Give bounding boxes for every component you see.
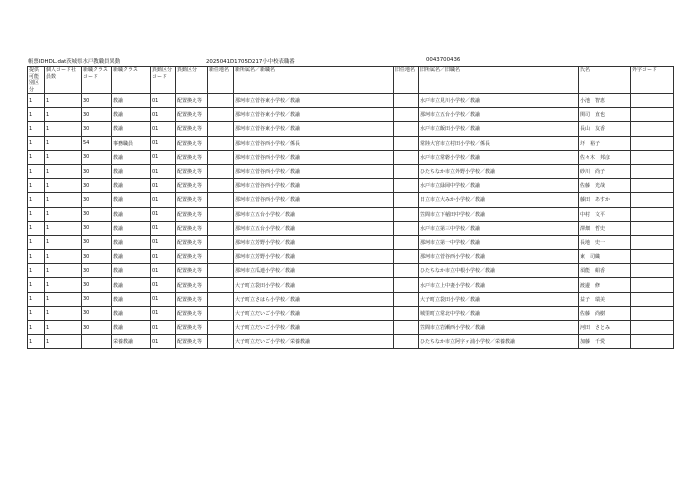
- table-cell: 01: [151, 250, 176, 264]
- header-row: [28, 67, 674, 94]
- table-cell: 1: [28, 193, 45, 207]
- table-row: [28, 108, 674, 122]
- table-cell: 配置換え等: [176, 264, 208, 278]
- table-cell: 1: [28, 136, 45, 150]
- table-cell: 1: [28, 335, 45, 349]
- table-row: [28, 264, 674, 278]
- table-cell: [631, 321, 674, 335]
- table-cell: 01: [151, 136, 176, 150]
- table-cell: [208, 321, 234, 335]
- table-cell: 配置換え等: [176, 292, 208, 306]
- table-cell: 1: [28, 150, 45, 164]
- table-cell: [631, 122, 674, 136]
- table-cell: [208, 94, 234, 108]
- table-cell: 水戸市立上中妻小学校／教諭: [419, 278, 579, 292]
- table-cell: 30: [82, 164, 112, 178]
- table-cell: 1: [28, 264, 45, 278]
- table-cell: 水戸市立飯田小学校／教諭: [419, 122, 579, 136]
- table-cell: [631, 179, 674, 193]
- column-header: 氏名: [579, 67, 631, 94]
- table-cell: 教諭: [112, 108, 151, 122]
- column-header: 旧任地名: [394, 67, 419, 94]
- table-cell: 渡邊 修: [579, 278, 631, 292]
- table-cell: 那珂市立菅谷西小学校／教諭: [234, 179, 394, 193]
- table-cell: 1: [45, 235, 82, 249]
- table-cell: 30: [82, 122, 112, 136]
- table-cell: 教諭: [112, 164, 151, 178]
- table-cell: 配置換え等: [176, 150, 208, 164]
- table-cell: [394, 193, 419, 207]
- table-cell: 水戸市立見川小学校／教諭: [419, 94, 579, 108]
- table-cell: 1: [45, 136, 82, 150]
- table-cell: 那珂市立菅谷東小学校／教諭: [234, 94, 394, 108]
- table-cell: 1: [28, 94, 45, 108]
- table-cell: 砂川 尚子: [579, 164, 631, 178]
- table-cell: 配置換え等: [176, 94, 208, 108]
- table-row: [28, 292, 674, 306]
- table-cell: 1: [45, 164, 82, 178]
- table-cell: [394, 94, 419, 108]
- table-cell: [208, 164, 234, 178]
- table-cell: 54: [82, 136, 112, 150]
- table-cell: 01: [151, 207, 176, 221]
- table-cell: 配置換え等: [176, 221, 208, 235]
- table-cell: [631, 150, 674, 164]
- table-cell: 益子 瑞美: [579, 292, 631, 306]
- column-header: 個人コード社員数: [45, 67, 82, 94]
- table-cell: [631, 306, 674, 320]
- table-cell: 1: [45, 150, 82, 164]
- table-cell: 教諭: [112, 207, 151, 221]
- table-cell: [394, 221, 419, 235]
- table-cell: 那珂市立瓜連小学校／教諭: [234, 264, 394, 278]
- table-row: [28, 250, 674, 264]
- table-cell: [394, 335, 419, 349]
- report-code: 2025041D1705D217小中校表職番: [206, 59, 295, 65]
- table-cell: [208, 207, 234, 221]
- table-cell: 01: [151, 321, 176, 335]
- table-cell: 藤田 あすか: [579, 193, 631, 207]
- table-cell: [394, 278, 419, 292]
- table-cell: 教諭: [112, 321, 151, 335]
- table-cell: 1: [28, 108, 45, 122]
- table-cell: 1: [45, 221, 82, 235]
- table-cell: 01: [151, 179, 176, 193]
- table-cell: 1: [28, 164, 45, 178]
- table-cell: 30: [82, 235, 112, 249]
- table-cell: [394, 164, 419, 178]
- table-cell: 30: [82, 292, 112, 306]
- table-cell: 教諭: [112, 122, 151, 136]
- table-cell: 配置換え等: [176, 136, 208, 150]
- table-cell: 01: [151, 150, 176, 164]
- table-cell: 1: [45, 179, 82, 193]
- table-cell: [631, 108, 674, 122]
- table-cell: 大子町立だいご小学校／栄養教諭: [234, 335, 394, 349]
- table-cell: 事務職員: [112, 136, 151, 150]
- table-row: [28, 164, 674, 178]
- table-cell: [631, 250, 674, 264]
- table-cell: 那珂市立菅谷西小学校／教諭: [419, 250, 579, 264]
- table-cell: [631, 335, 674, 349]
- table-cell: [631, 164, 674, 178]
- table-cell: 01: [151, 278, 176, 292]
- table-cell: [208, 136, 234, 150]
- table-cell: 01: [151, 122, 176, 136]
- table-cell: 教諭: [112, 292, 151, 306]
- table-cell: 那珂市立五台小学校／教諭: [234, 207, 394, 221]
- table-cell: 大子町立だいご小学校／教諭: [234, 321, 394, 335]
- table-cell: 1: [45, 335, 82, 349]
- table-cell: [394, 235, 419, 249]
- table-cell: 01: [151, 264, 176, 278]
- table-row: [28, 136, 674, 150]
- table-cell: 配置換え等: [176, 179, 208, 193]
- table-cell: [631, 235, 674, 249]
- table-cell: 須能 絹香: [579, 264, 631, 278]
- column-header: 提供可能別区分: [28, 67, 45, 94]
- table-cell: 30: [82, 94, 112, 108]
- table-cell: [208, 150, 234, 164]
- table-cell: 小池 智恵: [579, 94, 631, 108]
- table-cell: 30: [82, 150, 112, 164]
- table-cell: 那珂市立菅谷西小学校／教諭: [234, 164, 394, 178]
- table-cell: 1: [45, 278, 82, 292]
- table-cell: 那珂市立菅谷西小学校／教諭: [234, 193, 394, 207]
- table-cell: 教諭: [112, 264, 151, 278]
- column-header: 旧所属名／旧職名: [419, 67, 579, 94]
- column-header: 新所属名／新職名: [234, 67, 394, 94]
- table-cell: 1: [45, 108, 82, 122]
- table-cell: 長地 史一: [579, 235, 631, 249]
- table-cell: 30: [82, 221, 112, 235]
- table-cell: 配置換え等: [176, 235, 208, 249]
- table-row: [28, 94, 674, 108]
- table-cell: 関司 直也: [579, 108, 631, 122]
- table-cell: 那珂市立第一中学校／教諭: [419, 235, 579, 249]
- table-row: [28, 193, 674, 207]
- table-cell: 配置換え等: [176, 250, 208, 264]
- table-cell: [394, 292, 419, 306]
- table-cell: [631, 264, 674, 278]
- table-cell: 教諭: [112, 193, 151, 207]
- table-cell: [208, 292, 234, 306]
- table-cell: 那珂市立菅谷西小学校／係長: [234, 136, 394, 150]
- table-cell: [394, 250, 419, 264]
- table-cell: ひたちなか市立中根小学校／教諭: [419, 264, 579, 278]
- column-header: 新職クラス: [112, 67, 151, 94]
- table-cell: 1: [28, 278, 45, 292]
- table-cell: 01: [151, 306, 176, 320]
- table-cell: [394, 306, 419, 320]
- table-cell: 佐藤 尚樹: [579, 306, 631, 320]
- table-cell: [208, 221, 234, 235]
- table-cell: 城里町立常北中学校／教諭: [419, 306, 579, 320]
- table-cell: 大子町立袋田小学校／教諭: [234, 278, 394, 292]
- table-cell: 圷 裕子: [579, 136, 631, 150]
- table-row: [28, 150, 674, 164]
- table-cell: 大子町立だいご小学校／教諭: [234, 306, 394, 320]
- table-cell: 配置換え等: [176, 122, 208, 136]
- table-cell: 配置換え等: [176, 335, 208, 349]
- table-cell: 那珂市立菅谷東小学校／教諭: [234, 122, 394, 136]
- table-cell: 那珂市立芳野小学校／教諭: [234, 250, 394, 264]
- table-cell: 1: [28, 122, 45, 136]
- personnel-table: [27, 66, 674, 349]
- table-cell: 30: [82, 250, 112, 264]
- table-cell: 30: [82, 193, 112, 207]
- table-cell: 那珂市立五台小学校／教諭: [419, 108, 579, 122]
- table-cell: [208, 108, 234, 122]
- table-cell: 東 司織: [579, 250, 631, 264]
- table-cell: 1: [45, 207, 82, 221]
- table-cell: 01: [151, 94, 176, 108]
- table-cell: 配置換え等: [176, 278, 208, 292]
- table-cell: 教諭: [112, 94, 151, 108]
- table-cell: 1: [28, 250, 45, 264]
- report-number: 0043700436: [426, 57, 461, 63]
- table-cell: 1: [45, 250, 82, 264]
- table-row: [28, 235, 674, 249]
- report-title: 帳票IDHDL.dat茨城県水戸教職員異動: [28, 59, 121, 65]
- table-row: [28, 207, 674, 221]
- table-cell: [208, 235, 234, 249]
- table-cell: 01: [151, 221, 176, 235]
- table-cell: 常陸大宮市立村田小学校／係長: [419, 136, 579, 150]
- table-cell: 那珂市立菅谷東小学校／教諭: [234, 108, 394, 122]
- table-cell: 教諭: [112, 250, 151, 264]
- table-cell: 教諭: [112, 278, 151, 292]
- table-cell: [208, 335, 234, 349]
- table-cell: [208, 122, 234, 136]
- table-cell: 配置換え等: [176, 164, 208, 178]
- table-cell: 配置換え等: [176, 321, 208, 335]
- column-header: 異動区分: [176, 67, 208, 94]
- table-cell: 河田 さとみ: [579, 321, 631, 335]
- table-cell: [394, 321, 419, 335]
- table-cell: 1: [28, 221, 45, 235]
- table-cell: [208, 250, 234, 264]
- table-cell: 1: [45, 292, 82, 306]
- table-cell: 1: [45, 306, 82, 320]
- table-cell: [631, 136, 674, 150]
- table-cell: [208, 179, 234, 193]
- table-cell: 中村 文平: [579, 207, 631, 221]
- table-cell: [631, 207, 674, 221]
- table-cell: 1: [28, 306, 45, 320]
- table-cell: 30: [82, 179, 112, 193]
- table-row: [28, 122, 674, 136]
- table-cell: 大子町立袋田小学校／教諭: [419, 292, 579, 306]
- table-cell: 日立市立大みか小学校／教諭: [419, 193, 579, 207]
- table-cell: [394, 122, 419, 136]
- table-cell: 水戸市立第三中学校／教諭: [419, 221, 579, 235]
- table-cell: 那珂市立菅谷西小学校／教諭: [234, 150, 394, 164]
- table-cell: [631, 292, 674, 306]
- table-cell: [394, 264, 419, 278]
- table-cell: 配置換え等: [176, 108, 208, 122]
- table-cell: 01: [151, 164, 176, 178]
- table-cell: [208, 306, 234, 320]
- table-body: [28, 94, 674, 349]
- table-cell: 01: [151, 335, 176, 349]
- table-cell: [208, 278, 234, 292]
- table-cell: 01: [151, 193, 176, 207]
- table-cell: [394, 108, 419, 122]
- table-cell: 01: [151, 292, 176, 306]
- table-cell: [394, 207, 419, 221]
- table-cell: [394, 179, 419, 193]
- table-cell: 1: [45, 193, 82, 207]
- table-cell: 大子町立さはら小学校／教諭: [234, 292, 394, 306]
- table-cell: [394, 136, 419, 150]
- table-cell: 配置換え等: [176, 193, 208, 207]
- table-cell: 30: [82, 321, 112, 335]
- table-cell: 佐藤 光哉: [579, 179, 631, 193]
- table-cell: [631, 193, 674, 207]
- table-cell: 水戸市立常磐小学校／教諭: [419, 150, 579, 164]
- column-header: 新職クラスコード: [82, 67, 112, 94]
- table-cell: 那珂市立五台小学校／教諭: [234, 221, 394, 235]
- column-header: 異動区分コード: [151, 67, 176, 94]
- table-cell: [394, 150, 419, 164]
- table-cell: 30: [82, 207, 112, 221]
- table-cell: 30: [82, 278, 112, 292]
- table-cell: 30: [82, 264, 112, 278]
- table-cell: 配置換え等: [176, 207, 208, 221]
- table-cell: 笠間市立岩瀬西小学校／教諭: [419, 321, 579, 335]
- table-cell: 配置換え等: [176, 306, 208, 320]
- table-cell: 1: [28, 292, 45, 306]
- table-cell: ひたちなか市立外野小学校／教諭: [419, 164, 579, 178]
- table-cell: 1: [45, 122, 82, 136]
- table-cell: 水戸市立緑岡中学校／教諭: [419, 179, 579, 193]
- table-cell: 01: [151, 235, 176, 249]
- column-header: 外字コード: [631, 67, 674, 94]
- table-cell: 栄養教諭: [112, 335, 151, 349]
- table-cell: [208, 264, 234, 278]
- table-cell: 教諭: [112, 150, 151, 164]
- table-cell: [631, 94, 674, 108]
- table-cell: 教諭: [112, 306, 151, 320]
- table-row: [28, 321, 674, 335]
- table-cell: 教諭: [112, 221, 151, 235]
- table-cell: 加藤 千愛: [579, 335, 631, 349]
- table-cell: 30: [82, 108, 112, 122]
- table-cell: 教諭: [112, 179, 151, 193]
- table-row: [28, 278, 674, 292]
- table-cell: [82, 335, 112, 349]
- table-cell: 1: [45, 94, 82, 108]
- table-cell: 30: [82, 306, 112, 320]
- table-row: [28, 221, 674, 235]
- table-row: [28, 335, 674, 349]
- table-cell: [631, 221, 674, 235]
- table-cell: 1: [28, 321, 45, 335]
- table-cell: 那珂市立芳野小学校／教諭: [234, 235, 394, 249]
- table-cell: 1: [28, 207, 45, 221]
- table-cell: 1: [45, 321, 82, 335]
- table-cell: ひたちなか市立阿字ヶ浦小学校／栄養教諭: [419, 335, 579, 349]
- table-row: [28, 179, 674, 193]
- column-header: 新任地名: [208, 67, 234, 94]
- table-cell: 1: [45, 264, 82, 278]
- table-row: [28, 306, 674, 320]
- table-cell: [208, 193, 234, 207]
- table-cell: [631, 278, 674, 292]
- table-cell: 01: [151, 108, 176, 122]
- table-cell: 佐々木 邦彦: [579, 150, 631, 164]
- table-cell: 長山 友香: [579, 122, 631, 136]
- table-cell: 1: [28, 179, 45, 193]
- table-cell: 澤畑 哲史: [579, 221, 631, 235]
- table-cell: 教諭: [112, 235, 151, 249]
- table-cell: 笠間市立下稲田中学校／教諭: [419, 207, 579, 221]
- table-cell: 1: [28, 235, 45, 249]
